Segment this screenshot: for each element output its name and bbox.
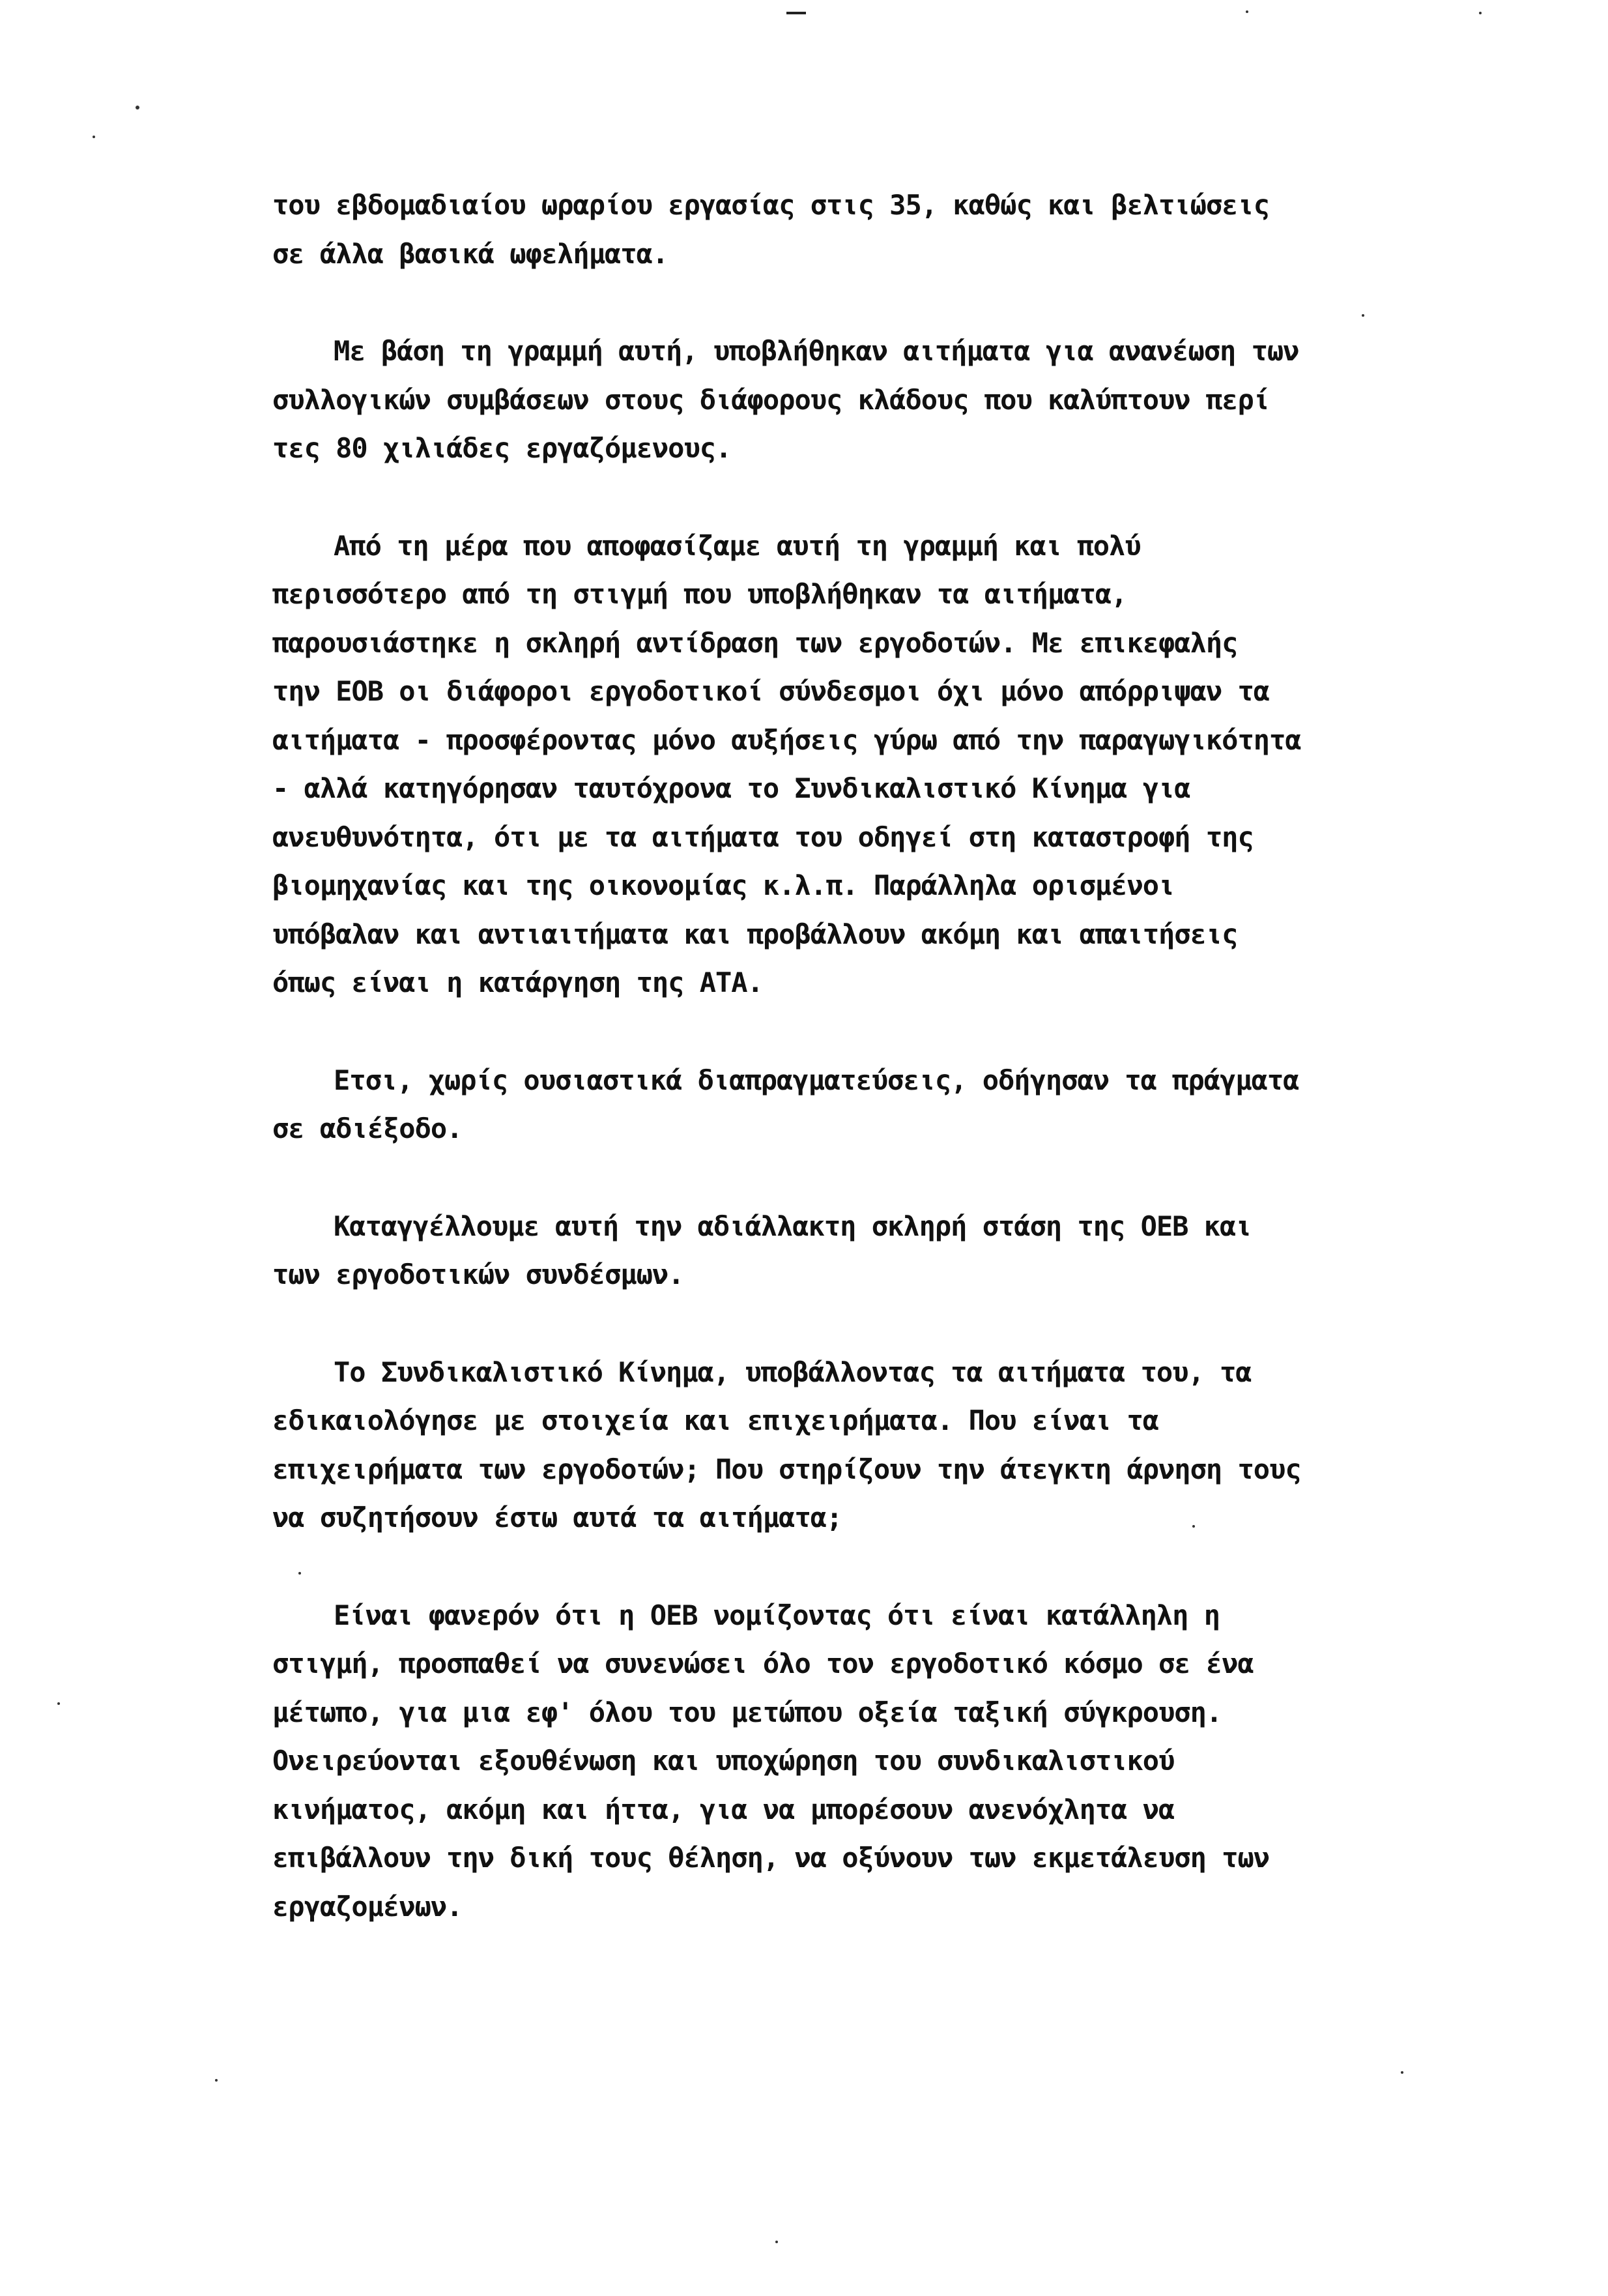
text-line: την ΕΟΒ οι διάφοροι εργοδοτικοί σύνδεσμοι όχι μόνο απόρριψαν τα bbox=[272, 675, 1270, 707]
text-line: κινήματος, ακόμη και ήττα, για να μπορέσουν ανενόχλητα να bbox=[272, 1793, 1175, 1825]
text-line: στιγμή, προσπαθεί να συνενώσει όλο τον εργοδοτικό κόσμο σε ένα bbox=[272, 1648, 1254, 1679]
text-line: Από τη μέρα που αποφασίζαμε αυτή τη γραμμή και πολύ bbox=[334, 529, 1141, 562]
paragraph bbox=[272, 181, 1341, 278]
scan-mark bbox=[786, 12, 806, 14]
text-line: επιβάλλουν την δική τους θέληση, να οξύνουν των εκμετάλευση των bbox=[272, 1842, 1270, 1874]
text-line: Ονειρεύονται εξουθένωση και υποχώρηση του συνδικαλιστικού bbox=[272, 1745, 1175, 1777]
scan-speck bbox=[93, 136, 95, 138]
text-line: υπόβαλαν και αντιαιτήματα και προβάλλουν ακόμη και απαιτήσεις bbox=[272, 918, 1238, 950]
text-line: Ετσι, χωρίς ουσιαστικά διαπραγματεύσεις, οδήγησαν τα πράγματα bbox=[334, 1064, 1299, 1096]
text-line: επιχειρήματα των εργοδοτών; Που στηρίζουν την άτεγκτη άρνηση τους bbox=[272, 1453, 1301, 1485]
scan-speck bbox=[1362, 314, 1364, 317]
paragraph bbox=[272, 327, 1341, 473]
text-line: Καταγγέλλουμε αυτή την αδιάλλακτη σκληρή στάση της ΟΕΒ και bbox=[334, 1210, 1252, 1242]
text-line: ανευθυνότητα, ότι με τα αιτήματα του οδηγεί στη καταστροφή της bbox=[272, 821, 1254, 853]
scan-speck bbox=[57, 1702, 60, 1705]
scan-speck bbox=[1246, 10, 1248, 13]
text-line: παρουσιάστηκε η σκληρή αντίδραση των εργοδοτών. Με επικεφαλής bbox=[272, 626, 1238, 659]
text-line: του εβδομαδιαίου ωραρίου εργασίας στις 35, καθώς και βελτιώσεις bbox=[272, 189, 1270, 221]
text-line: εδικαιολόγησε με στοιχεία και επιχειρήματα. Που είναι τα bbox=[272, 1404, 1159, 1436]
text-line: περισσότερο από τη στιγμή που υποβλήθηκαν τα αιτήματα, bbox=[272, 578, 1127, 610]
text-line: Το Συνδικαλιστικό Κίνημα, υποβάλλοντας τα αιτήματα του, τα bbox=[334, 1356, 1252, 1388]
text-line: σε αδιέξοδο. bbox=[272, 1112, 463, 1144]
paragraph bbox=[272, 1056, 1341, 1154]
text-line: βιομηχανίας και της οικονομίας κ.λ.π. Παράλληλα ορισμένοι bbox=[272, 869, 1175, 901]
text-line: - αλλά κατηγόρησαν ταυτόχρονα το Συνδικαλιστικό Κίνημα για bbox=[272, 772, 1190, 804]
text-line: να συζητήσουν έστω αυτά τα αιτήματα; bbox=[272, 1502, 842, 1533]
scan-speck bbox=[136, 106, 139, 109]
paragraph bbox=[272, 1591, 1341, 1932]
document-body bbox=[272, 181, 1341, 1980]
text-line: όπως είναι η κατάργηση της ΑΤΑ. bbox=[272, 966, 763, 998]
text-line: Είναι φανερόν ότι η ΟΕΒ νομίζοντας ότι είναι κατάλληλη η bbox=[334, 1599, 1220, 1631]
text-line: μέτωπο, για μια εφ' όλου του μετώπου οξεία ταξική σύγκρουση. bbox=[272, 1696, 1222, 1728]
text-line: Με βάση τη γραμμή αυτή, υποβλήθηκαν αιτήματα για ανανέωση των bbox=[334, 335, 1299, 367]
scan-speck bbox=[1479, 12, 1482, 14]
scan-speck bbox=[215, 2079, 218, 2082]
text-line: σε άλλα βασικά ωφελήματα. bbox=[272, 237, 668, 270]
scan-speck bbox=[1401, 2071, 1403, 2074]
text-line: εργαζομένων. bbox=[272, 1890, 463, 1923]
text-line: συλλογικών συμβάσεων στους διάφορους κλάδους που καλύπτουν περί bbox=[272, 383, 1270, 416]
paragraph bbox=[272, 1202, 1341, 1300]
text-line: των εργοδοτικών συνδέσμων. bbox=[272, 1258, 684, 1290]
text-line: τες 80 χιλιάδες εργαζόμενους. bbox=[272, 432, 732, 464]
scan-speck bbox=[775, 2241, 778, 2243]
text-line: αιτήματα - προσφέροντας μόνο αυξήσεις γύρω από την παραγωγικότητα bbox=[272, 723, 1301, 756]
paragraph bbox=[272, 1348, 1341, 1543]
paragraph bbox=[272, 522, 1341, 1008]
